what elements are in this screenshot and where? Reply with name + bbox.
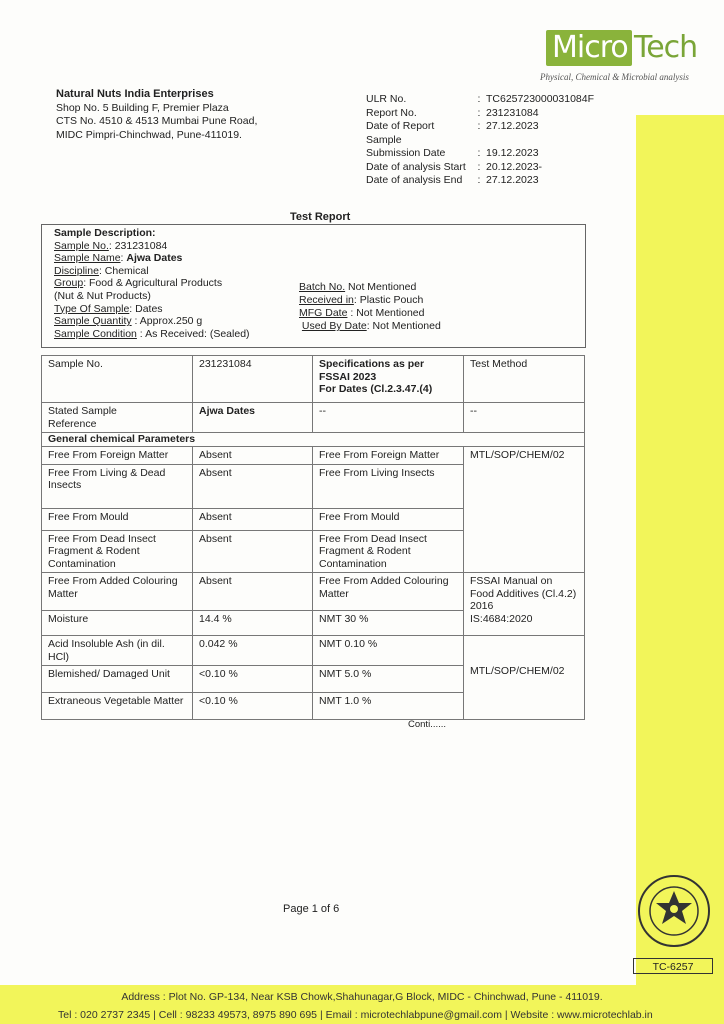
param-cell: Blemished/ Damaged Unit — [42, 666, 193, 693]
logo-text-tech: Tech — [634, 30, 698, 65]
param-cell: Extraneous Vegetable Matter — [42, 693, 193, 720]
spec-cell: Free From Added Colouring Matter — [313, 573, 464, 611]
meta-row — [366, 134, 594, 148]
sample-description-left: Sample Description: Sample No.: 231231084 Sample Name: Ajwa Dates Discipline: Chemical Group: Food & Agricultural Products (Nut & Nut Products) Type Of Sample: Dates Sample Quantity : Approx.250 g Sample Condition : As Received: (Sealed) — [54, 227, 250, 340]
customer-address — [56, 88, 257, 142]
reference-spec: -- — [313, 403, 464, 433]
param-cell: Acid Insoluble Ash (in dil. HCl) — [42, 636, 193, 666]
customer-name: Natural Nuts India Enterprises — [56, 88, 214, 100]
param-cell: Free From Added Colouring Matter — [42, 573, 193, 611]
sample-name-label: Sample Name — [54, 252, 121, 265]
method-cell: MTL/SOP/CHEM/02 — [464, 447, 585, 573]
spec-cell: NMT 0.10 % — [313, 636, 464, 666]
sample-heading: Sample Description: — [54, 227, 156, 239]
batch-value: Not Mentioned — [345, 281, 417, 293]
result-cell: <0.10 % — [193, 666, 313, 693]
accreditation-seal-icon — [636, 873, 712, 949]
result-cell: Absent — [193, 447, 313, 465]
mfg-label: MFG Date — [299, 307, 348, 319]
sample-no-value: : 231231084 — [108, 239, 168, 252]
spec-cell: NMT 5.0 % — [313, 666, 464, 693]
reference-value: Ajwa Dates — [193, 403, 313, 433]
meta-label: Date of analysis End — [366, 174, 463, 186]
result-cell: <0.10 % — [193, 693, 313, 720]
received-value: : Plastic Pouch — [353, 294, 424, 306]
meta-row: Date of Report : 27.12.2023 — [366, 120, 539, 132]
param-cell: Free From Foreign Matter — [42, 447, 193, 465]
meta-row: Date of analysis End : 27.12.2023 — [366, 174, 539, 186]
result-cell: Absent — [193, 573, 313, 611]
sample-name-value: Ajwa Dates — [126, 252, 183, 265]
param-cell: Moisture — [42, 611, 193, 636]
table-row — [42, 447, 585, 465]
table-header-row — [42, 356, 585, 403]
discipline-value: : Chemical — [98, 264, 149, 277]
result-cell: 0.042 % — [193, 636, 313, 666]
used-by-label: Used By Date — [301, 320, 367, 332]
section-row — [42, 433, 585, 447]
meta-value: 20.12.2023- — [486, 160, 543, 173]
sample-description-box — [41, 224, 586, 348]
received-label: Received in — [299, 294, 354, 306]
spec-cell: Free From Living Insects — [313, 464, 464, 508]
microtech-logo — [546, 28, 706, 68]
quantity-value: : Approx.250 g — [131, 315, 203, 328]
sample-description-right — [299, 281, 441, 333]
method-cell-blemished: MTL/SOP/CHEM/02 — [470, 665, 565, 677]
spec-line: For Dates (Cl.2.3.47.(4) — [319, 383, 433, 395]
meta-label: Sample — [366, 133, 402, 146]
meta-row: ULR No. : TC625723000031084F — [366, 93, 595, 105]
method-cell — [464, 636, 585, 720]
meta-value: 27.12.2023 — [486, 174, 539, 186]
report-meta — [366, 93, 594, 188]
address-line: MIDC Pimpri-Chinchwad, Pune-411019. — [56, 128, 242, 141]
meta-row: Submission Date : 19.12.2023 — [366, 147, 539, 159]
yellow-side-band — [636, 115, 724, 995]
meta-label: Report No. — [366, 106, 417, 119]
reference-label: Stated Sample Reference — [42, 403, 193, 433]
section-heading: General chemical Parameters — [42, 433, 585, 447]
param-cell: Free From Mould — [42, 508, 193, 530]
spec-line: Specifications as per — [319, 358, 425, 370]
meta-value: 19.12.2023 — [486, 147, 539, 159]
meta-value: 231231084 — [486, 106, 539, 119]
address-line: Shop No. 5 Building F, Premier Plaza — [56, 101, 229, 114]
header-sample-value: 231231084 — [193, 356, 313, 403]
spec-cell: Free From Mould — [313, 508, 464, 530]
type-value: : Dates — [129, 302, 163, 315]
result-cell: Absent — [193, 464, 313, 508]
result-cell: Absent — [193, 530, 313, 573]
group-value: : Food & Agricultural Products — [83, 277, 223, 290]
footer-address: Address : Plot No. GP-134, Near KSB Chowk,Shahunagar,G Block, MIDC - Chinchwad, Pune - 411019. — [121, 991, 603, 1003]
param-cell: Free From Dead Insect Fragment & Rodent Contamination — [42, 530, 193, 573]
spec-line: FSSAI 2023 — [319, 370, 377, 383]
address-line: CTS No. 4510 & 4513 Mumbai Pune Road, — [56, 115, 258, 127]
mfg-value: : Not Mentioned — [347, 307, 425, 319]
logo-text-micro: Micro — [552, 30, 628, 65]
logo-tagline: Physical, Chemical & Microbial analysis — [540, 72, 689, 82]
discipline-label: Discipline — [54, 264, 99, 277]
meta-value: 27.12.2023 — [486, 120, 539, 132]
header-sample-no: Sample No. — [42, 356, 193, 403]
spec-cell: Free From Foreign Matter — [313, 447, 464, 465]
continued-note: Conti...... — [408, 719, 447, 730]
condition-value: : As Received: (Sealed) — [136, 327, 250, 340]
report-title: Test Report — [290, 211, 351, 223]
spec-cell: Free From Dead Insect Fragment & Rodent Contamination — [313, 530, 464, 573]
header-method: Test Method — [464, 356, 585, 403]
page-number: Page 1 of 6 — [283, 903, 340, 915]
reference-method: -- — [464, 403, 585, 433]
meta-label: Date of analysis Start — [366, 160, 466, 173]
used-by-value: : Not Mentioned — [366, 320, 441, 332]
meta-row: Date of analysis Start : 20.12.2023- — [366, 160, 543, 173]
result-cell: Absent — [193, 508, 313, 530]
sample-no-label: Sample No. — [54, 239, 109, 252]
batch-label: Batch No. — [299, 281, 346, 293]
meta-label: ULR No. — [366, 93, 407, 105]
meta-label: Submission Date — [366, 147, 446, 159]
footer-contact: Tel : 020 2737 2345 | Cell : 98233 49573, 8975 890 695 | Email : microtechlabpune@gmail.com | Website : www.microtechlab.in — [58, 1009, 653, 1021]
quantity-label: Sample Quantity — [54, 315, 132, 328]
meta-row: Report No. : 231231084 — [366, 106, 539, 119]
spec-cell: NMT 30 % — [313, 611, 464, 636]
group-sub: (Nut & Nut Products) — [54, 289, 151, 302]
method-cell: FSSAI Manual on Food Additives (Cl.4.2) 2016 IS:4684:2020 — [464, 573, 585, 636]
meta-value: TC625723000031084F — [486, 93, 595, 105]
group-label: Group — [54, 277, 84, 290]
table-row — [42, 573, 585, 611]
header-spec — [313, 356, 464, 403]
table-row — [42, 403, 585, 433]
condition-label: Sample Condition — [54, 327, 137, 340]
type-label: Type Of Sample — [54, 302, 130, 315]
table-row — [42, 636, 585, 666]
result-cell: 14.4 % — [193, 611, 313, 636]
param-cell: Free From Living & Dead Insects — [42, 464, 193, 508]
tc-number: TC-6257 — [633, 958, 713, 974]
spec-cell: NMT 1.0 % — [313, 693, 464, 720]
meta-label: Date of Report — [366, 120, 435, 132]
